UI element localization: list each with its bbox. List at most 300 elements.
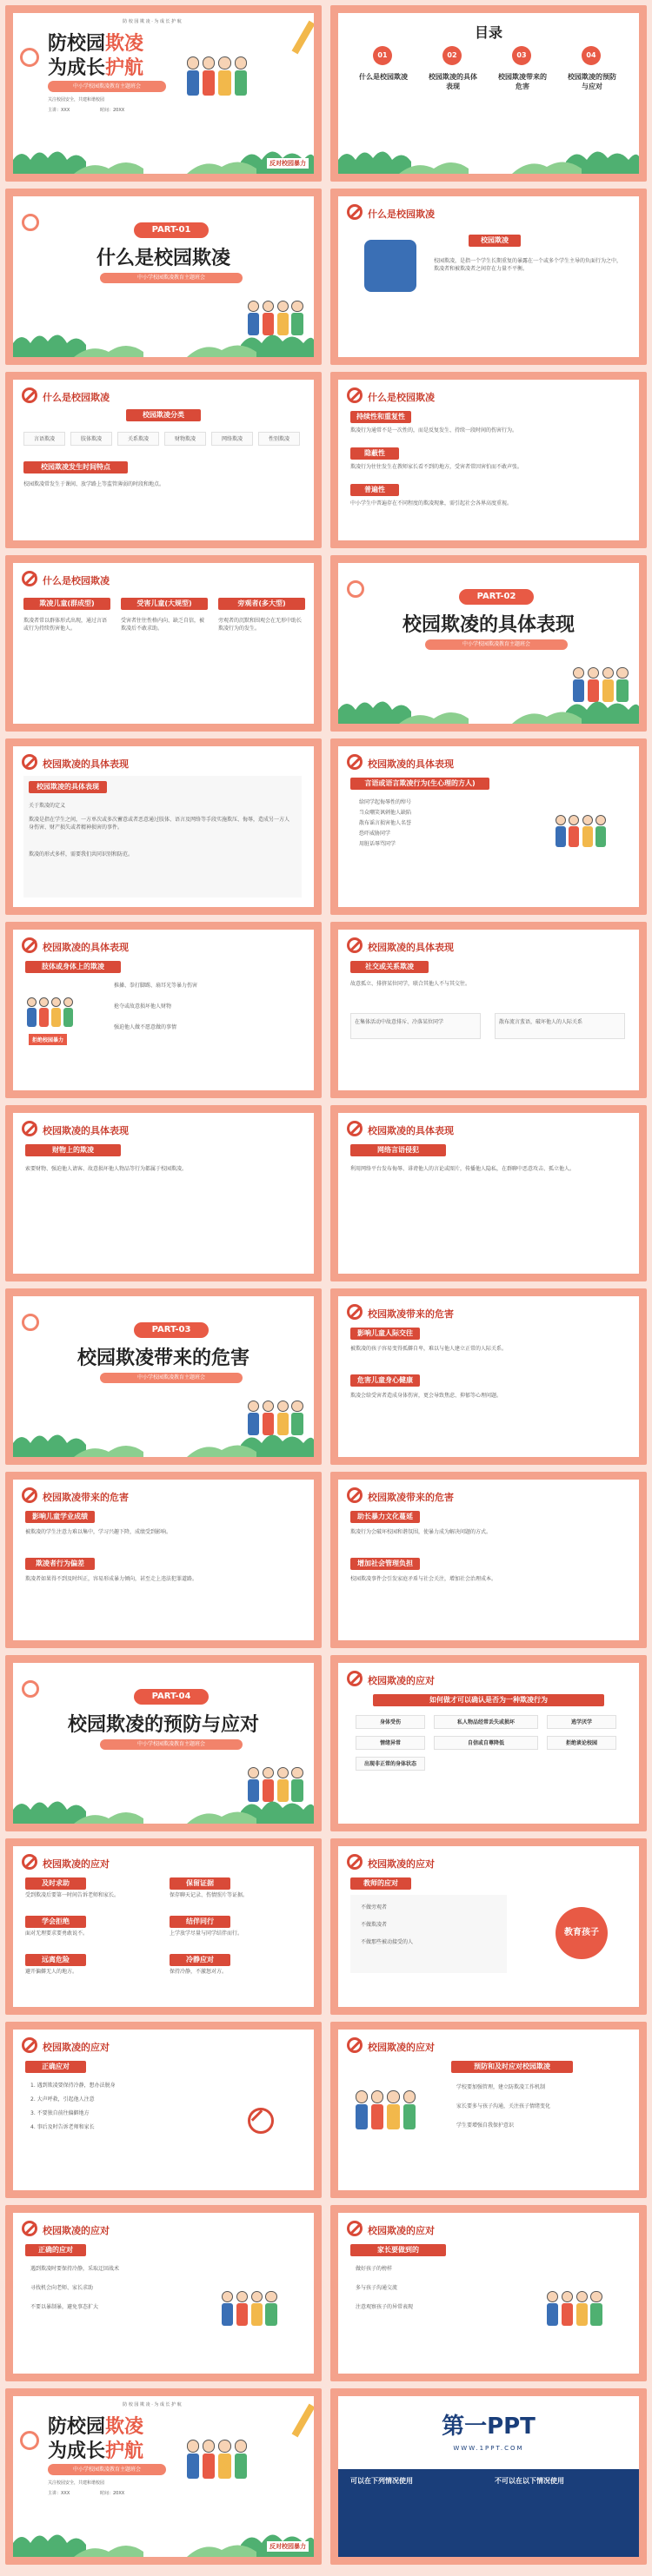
student-figure-icon [265,2291,276,2302]
role-heading: 欺凌儿童(群成型) [23,598,110,610]
cover-title-main: 为成长 [48,56,106,79]
student-body-icon [63,1008,73,1027]
list-item: 恐吓威胁同学 [359,831,391,837]
slide-content [13,380,314,540]
cover-date: 时间：20XX [100,108,125,113]
category-box: 性别欺凌 [258,432,300,446]
paragraph: 利用网络平台发布侮辱、诽谤他人的言论或图片，传播他人隐私，在群聊中恶意攻击、孤立他人。 [350,1166,575,1172]
cover-title-main: 防校园 [48,32,106,55]
tip-text: 避开偏僻无人的地方。 [25,1969,78,1975]
student-body-icon [582,826,593,847]
cover-title-highlight: 护航 [105,56,144,79]
list-item: 学生要增强自我保护意识 [456,2122,515,2129]
students-illustration-icon [27,990,79,1034]
student-body-icon [218,70,230,96]
magnifier-icon [22,1680,39,1698]
slide-content [338,563,639,724]
section-bar: 影响儿童学业成绩 [25,1511,95,1523]
slide-part1[interactable] [5,189,322,365]
cover-subtitle: 中小学校园欺凌教育主题班会 [48,2464,166,2475]
slide-content [13,1663,314,1824]
text-panel [23,776,302,897]
slide-content [13,1480,314,1640]
student-figure-icon [547,2291,558,2302]
cover-desc: 关注校园安全，共建和谐校园 [48,97,105,103]
list-item: 强迫他人做不愿意做的事情 [114,1024,177,1030]
student-body-icon [251,2303,263,2326]
cover-title-highlight: 护航 [105,2440,144,2462]
students-illustration-icon [222,2282,284,2334]
student-body-icon [187,70,199,96]
slide-part3[interactable] [5,1288,322,1465]
part-title: 校园欺凌的具体表现 [402,613,575,636]
part-subtitle: 中小学校园欺凌教育主题班会 [100,273,243,283]
tip-heading: 冷静应对 [170,1954,230,1966]
part-subtitle: 中小学校园欺凌教育主题班会 [100,1739,243,1750]
sign-box: 出现非正常的身体状态 [356,1757,425,1771]
student-figure-icon [277,1401,289,1412]
slide-title: 校园欺凌带来的危害 [368,1492,454,1503]
paragraph: 欺凌行为会破坏校园和谐氛围，使暴力成为解决问题的方式。 [350,1529,492,1535]
student-figure-icon [203,2440,215,2452]
brand-url: WWW.1PPT.COM [453,2445,524,2452]
section-bar: 肢体或身体上的欺凌 [25,961,121,973]
slide-harm-3[interactable] [330,1472,647,1648]
slide-title: 校园欺凌的应对 [43,1858,110,1870]
toc-item-label: 校园欺凌带来的危害 [498,73,547,90]
no-bullying-icon [347,387,363,403]
slide-content [338,13,639,174]
usage-allowed-heading: 可以在下列情况使用 [350,2477,413,2485]
slide-content [13,2213,314,2374]
role-text: 欺凌者常以群体形式出现，通过言语或行为持续伤害他人。 [23,618,108,632]
student-body-icon [265,2303,276,2326]
students-illustration-icon [547,2282,609,2334]
no-bullying-icon [22,2037,37,2053]
list-item: 寻找机会向老师、家长求助 [30,2285,94,2291]
cover-desc: 关注校园安全，共建和谐校园 [48,2480,105,2486]
student-body-icon [236,2303,248,2326]
student-figure-icon [291,1767,303,1778]
slide-content [338,2213,639,2374]
no-bullying-icon [22,1487,37,1503]
slide-content [13,2030,314,2190]
slide-teacher[interactable] [330,1838,647,2015]
slide-title: 校园欺凌的应对 [368,1858,435,1870]
student-figure-icon [63,997,73,1007]
brand-banner [338,2396,639,2469]
no-bullying-icon [22,1854,37,1870]
magnifier-icon [20,48,39,67]
student-body-icon [356,2104,368,2129]
slide-content [338,746,639,907]
circle-callout: 教育孩子 [556,1907,608,1959]
cover-title-line1 [48,2412,143,2439]
no-bullying-icon [22,571,37,586]
student-body-icon [218,2453,230,2479]
section-bar: 校园欺凌 [469,235,521,247]
sign-box: 拒绝谈论校园 [547,1736,616,1750]
student-body-icon [203,2453,215,2479]
student-figure-icon [602,667,614,679]
paragraph: 校园欺凌常发生于课间、放学路上等监管薄弱的时段和地点。 [23,481,165,487]
slide-content [338,380,639,540]
no-bullying-icon [22,2221,37,2236]
slide-content [338,1113,639,1274]
slide-title: 什么是校园欺凌 [43,575,110,586]
slide-title: 校园欺凌的应对 [368,2225,435,2236]
no-bullying-icon [347,1854,363,1870]
slide-title: 什么是校园欺凌 [43,392,110,403]
student-body-icon [403,2104,416,2129]
students-illustration-icon [187,48,255,104]
student-body-icon [222,2303,233,2326]
part-title: 什么是校园欺凌 [96,247,230,269]
slide-features[interactable] [330,372,647,548]
slide-title: 校园欺凌的具体表现 [43,942,129,953]
slide-property[interactable] [5,1105,322,1281]
slide-online[interactable] [330,1105,647,1281]
tip-heading: 学会拒绝 [25,1916,86,1928]
student-figure-icon [556,815,566,825]
grass-decoration-icon [13,1426,314,1457]
list-item: 遇到欺凌时要保持冷静，采取迂回战术 [30,2266,120,2272]
student-figure-icon [235,56,247,69]
list-item: 当众嘲笑讽刺他人缺陷 [359,810,412,816]
no-bullying-icon [22,754,37,770]
slide-content [13,563,314,724]
student-figure-icon [576,2291,588,2302]
sign-box: 情绪异常 [356,1736,425,1750]
cover-top-text: 防 校 园 欺 凌 · 为 成 长 护 航 [123,19,182,24]
magnifier-icon [22,214,39,231]
section-bar: 教师的应对 [350,1877,411,1890]
no-bullying-icon [347,2037,363,2053]
section-bar: 隐蔽性 [350,447,399,460]
student-figure-icon [595,815,606,825]
list-item: 做好孩子的榜样 [356,2266,393,2272]
tip-text: 受到欺凌后要第一时间告诉老师和家长。 [25,1892,120,1898]
part-tag: PART-02 [459,589,534,605]
list-item: 家长要多与孩子沟通，关注孩子情绪变化 [456,2103,551,2109]
slide-title: 校园欺凌带来的危害 [43,1492,129,1503]
slide-brand[interactable] [330,2388,647,2565]
cover-presenter: 主讲：XXX [48,2491,70,2496]
part-title: 校园欺凌带来的危害 [77,1347,249,1369]
slide-content [338,930,639,1090]
toc-number: 02 [442,46,462,65]
section-bar: 助长暴力文化蔓延 [350,1511,420,1523]
student-body-icon [371,2104,383,2129]
role-heading: 受害儿童(大规型) [121,598,208,610]
slide-title: 什么是校园欺凌 [368,392,435,403]
list-item: 不做欺凌者 [361,1922,388,1928]
part-tag: PART-03 [134,1322,209,1338]
student-figure-icon [248,1401,259,1412]
slide-title: 校园欺凌的具体表现 [368,942,454,953]
paragraph: 欺凌者如果得不到及时纠正，容易形成暴力倾向，甚至走上违法犯罪道路。 [25,1576,198,1582]
tip-text: 上学放学尽量与同学结伴而行。 [170,1930,243,1937]
student-figure-icon [588,667,599,679]
student-body-icon [203,70,215,96]
section-bar: 危害儿童身心健康 [350,1374,420,1387]
slide-identify[interactable] [330,1655,647,1831]
protest-sign: 拒绝校园暴力 [29,1034,67,1045]
list-item: 抢夺或故意损坏他人财物 [114,1003,172,1010]
toc-title: 目录 [474,24,502,41]
cover-stamp: 反对校园暴力 [267,158,309,169]
student-figure-icon [291,1401,303,1412]
student-body-icon [562,2303,573,2326]
slide-title: 校园欺凌的具体表现 [368,1125,454,1136]
cover-title-highlight: 欺凌 [105,32,144,55]
slide-classification[interactable] [5,372,322,548]
slide-respond-3[interactable] [5,2205,322,2381]
student-body-icon [595,826,606,847]
student-body-icon [590,2303,602,2326]
section-bar: 预防和及时应对校园欺凌 [451,2061,573,2073]
slide-content [13,13,314,174]
paragraph: 欺凌的形式多样，需要我们共同识别和防范。 [29,851,134,858]
tip-text: 面对无理要求要勇敢说不。 [25,1930,89,1937]
slide-manifest-intro[interactable] [5,738,322,915]
slide-content [13,2396,314,2557]
part-tag: PART-04 [134,1689,209,1705]
slide-social[interactable] [330,922,647,1098]
tip-text: 保存聊天记录、伤情照片等证据。 [170,1892,249,1898]
tip-heading: 远离危险 [25,1954,86,1966]
list-item: 多与孩子沟通交流 [356,2285,398,2291]
student-figure-icon [590,2291,602,2302]
slide-title: 校园欺凌的应对 [368,2042,435,2053]
student-figure-icon [569,815,579,825]
cover-title-line1 [48,29,143,56]
slide-content [338,1663,639,1824]
role-text: 受害者往往性格内向、缺乏自信，被欺凌后不敢求助。 [121,618,205,632]
list-item: 注意观察孩子的异常表现 [356,2304,414,2310]
paragraph: 校园欺凌，是指一个学生长期重复的暴露在一个或多个学生主导的负面行为之中，欺凌者和被欺凌者之间存在力量不平衡。 [434,258,622,272]
slide-content [338,196,639,357]
slide-content [13,1113,314,1274]
student-figure-icon [263,1401,274,1412]
paragraph: 欺凌行为通常不是一次性的，而是反复发生、持续一段时间的伤害行为。 [350,427,518,434]
student-figure-icon [187,56,199,69]
pencil-icon [292,2404,314,2438]
slide-title: 校园欺凌的应对 [43,2225,110,2236]
student-figure-icon [235,2440,247,2452]
student-figure-icon [203,56,215,69]
students-illustration-icon [556,807,613,855]
role-heading: 旁观者(多大型) [218,598,305,610]
cover-title-highlight: 欺凌 [105,2415,144,2438]
student-figure-icon [277,1767,289,1778]
list-item: 3. 不要独自前往偏僻地方 [30,2110,90,2116]
list-item: 1. 遇到欺凌要保持冷静，想办法脱身 [30,2083,116,2089]
student-body-icon [235,2453,247,2479]
section-bar: 普遍性 [350,484,399,496]
sign-box: 私人物品经常丢失或损坏 [434,1715,538,1729]
no-bullying-icon [22,387,37,403]
slide-prevent[interactable] [330,2022,647,2198]
tip-text: 保持冷静，不激怒对方。 [170,1969,228,1975]
toc-number: 01 [373,46,392,65]
cover-top-text: 防 校 园 欺 凌 · 为 成 长 护 航 [123,2402,182,2407]
slide-physical[interactable] [5,922,322,1098]
student-figure-icon [291,301,303,312]
part-title: 校园欺凌的预防与应对 [67,1713,259,1736]
cover-stamp: 反对校园暴力 [267,2541,309,2552]
brand-logo: 第一PPT [442,2414,536,2440]
student-figure-icon [403,2090,416,2103]
slide-title: 校园欺凌的应对 [368,1675,435,1686]
list-item: 散布谣言损害他人名誉 [359,820,412,826]
student-figure-icon [218,2440,230,2452]
slide-parents[interactable] [330,2205,647,2381]
paragraph: 被欺凌的孩子容易变得孤僻自卑，难以与他人建立正常的人际关系。 [350,1346,508,1352]
slide-harm-2[interactable] [5,1472,322,1648]
pencil-icon [292,21,314,55]
student-body-icon [387,2104,399,2129]
slide-cover[interactable] [5,5,322,182]
part-subtitle: 中小学校园欺凌教育主题班会 [425,639,568,650]
cover-title-line2 [48,2436,143,2463]
slide-title: 校园欺凌的应对 [43,2042,110,2053]
cover-date: 时间：20XX [100,2491,125,2496]
section-bar: 校园欺凌分类 [126,409,201,421]
part-subtitle: 中小学校园欺凌教育主题班会 [100,1373,243,1383]
slide-title: 校园欺凌的具体表现 [368,758,454,770]
slide-content [13,930,314,1090]
tip-heading: 及时求助 [25,1877,86,1890]
magnifier-icon [347,580,364,598]
section-bar: 正确应对 [25,2061,86,2073]
grass-decoration-icon [338,692,639,724]
no-bullying-icon [347,1671,363,1686]
student-figure-icon [39,997,49,1007]
paragraph: 校园欺凌事件会引发家庭矛盾与社会关注，增加社会治理成本。 [350,1576,497,1582]
slide-respond-2[interactable] [5,2022,322,2198]
section-bar: 影响儿童人际交往 [350,1328,420,1340]
slide-definition[interactable] [330,189,647,365]
paragraph: 索要财物、强迫他人请客、故意损坏他人物品等行为都属于校园欺凌。 [25,1166,188,1172]
magnifier-icon [22,1314,39,1331]
magnifier-icon [20,2431,39,2450]
slide-part4[interactable] [5,1655,322,1831]
part-tag: PART-01 [134,222,209,238]
slide-roles[interactable] [5,555,322,732]
student-figure-icon [616,667,628,679]
usage-forbidden-heading: 不可以在以下情况使用 [495,2477,564,2485]
list-item: 给同学起侮辱性的绰号 [359,799,412,805]
info-box: 散布流言蜚语，破坏他人的人际关系 [495,1013,625,1039]
tip-heading: 结伴同行 [170,1916,230,1928]
slide-respond-1[interactable] [5,1838,322,2015]
student-figure-icon [263,1767,274,1778]
student-body-icon [576,2303,588,2326]
section-bar: 校园欺凌发生时间特点 [23,461,128,473]
toc-item-label: 校园欺凌的预防与应对 [568,73,616,90]
slide-content [338,2030,639,2190]
grass-decoration-icon [338,142,639,174]
student-figure-icon [356,2090,368,2103]
list-item: 推搡、拳打脚踢、扇耳光等暴力伤害 [114,983,198,989]
bullying-scene-icon [364,240,416,292]
list-item: 不要以暴制暴，避免事态扩大 [30,2304,99,2310]
student-body-icon [569,826,579,847]
category-box: 财物欺凌 [164,432,206,446]
list-item: 学校要加强管理，建立防欺凌工作机制 [456,2084,546,2090]
paragraph: 欺凌是指在学生之间，一方单次或多次蓄意或者恶意通过肢体、语言及网络等手段实施欺压、侮辱，造成另一方人身伤害、财产损失或者精神损害的事件。 [29,817,290,831]
toc-item-label: 什么是校园欺凌 [359,73,408,81]
no-bullying-icon [22,1121,37,1136]
list-item: 用脏话辱骂同学 [359,841,396,847]
cover-title-line2 [48,53,143,80]
slide-title: 校园欺凌的具体表现 [43,1125,129,1136]
student-figure-icon [562,2291,573,2302]
no-bullying-icon [347,937,363,953]
student-figure-icon [251,2291,263,2302]
category-box: 关系欺凌 [117,432,159,446]
toc-number: 03 [512,46,531,65]
slide-toc[interactable] [330,5,647,182]
sign-box: 逃学厌学 [547,1715,616,1729]
slide-part2[interactable] [330,555,647,732]
student-figure-icon [387,2090,399,2103]
toc-number: 04 [582,46,601,65]
student-figure-icon [248,301,259,312]
list-item: 不做那些被动接受的人 [361,1939,414,1945]
section-bar: 网络言语侵犯 [350,1144,446,1156]
student-figure-icon [222,2291,233,2302]
slide-content [338,2396,639,2557]
paragraph: 欺凌会给受害者造成身体伤害，更会导致焦虑、抑郁等心理问题。 [350,1393,502,1399]
no-bullying-icon [22,937,37,953]
no-violence-icon [248,2108,274,2134]
student-body-icon [556,826,566,847]
student-body-icon [51,1008,61,1027]
info-box: 在集体活动中故意排斥、冷落某位同学 [350,1013,481,1039]
section-bar: 如何做才可以确认是否为一种欺凌行为 [373,1694,604,1706]
category-box: 言语欺凌 [23,432,65,446]
cover-title-main: 为成长 [48,2440,106,2462]
paragraph: 关于欺凌的定义 [29,803,66,809]
slide-harm-1[interactable] [330,1288,647,1465]
student-figure-icon [573,667,584,679]
slide-content [338,1846,639,2007]
student-figure-icon [236,2291,248,2302]
slide-title: 校园欺凌带来的危害 [368,1308,454,1320]
section-bar: 欺凌者行为偏差 [25,1558,95,1570]
student-figure-icon [582,815,593,825]
list-item: 2. 大声呼救，引起他人注意 [30,2096,95,2103]
slide-verbal[interactable] [330,738,647,915]
student-body-icon [235,70,247,96]
student-figure-icon [218,56,230,69]
student-figure-icon [187,2440,199,2452]
section-bar: 言语或语言欺凌行为(生心理的方人) [350,778,489,790]
cover-title-main: 防校园 [48,2415,106,2438]
slide-content [13,1846,314,2007]
student-figure-icon [263,301,274,312]
paragraph: 被欺凌的学生注意力难以集中，学习兴趣下降，成绩受到影响。 [25,1529,172,1535]
slide-content [338,1296,639,1457]
slide-cover-end[interactable] [5,2388,322,2565]
students-illustration-icon [356,2082,423,2138]
list-item: 4. 事后及时告诉老师和家长 [30,2124,95,2130]
paragraph: 故意孤立、排挤某位同学，联合其他人不与其交往。 [350,981,471,987]
grass-decoration-icon [13,326,314,357]
no-bullying-icon [347,204,363,220]
